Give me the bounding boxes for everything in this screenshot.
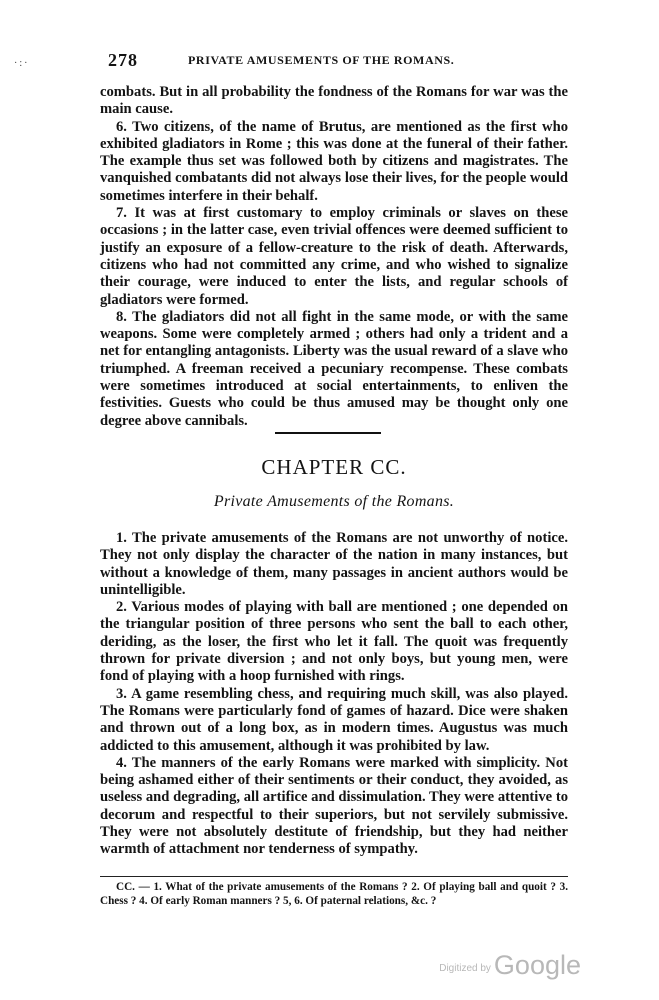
watermark-brand: Google <box>493 950 581 980</box>
scan-specks: ·:· <box>14 58 30 69</box>
footnote <box>100 880 568 908</box>
google-watermark <box>439 950 581 981</box>
section-divider <box>275 432 381 434</box>
paragraph-7: 7. It was at first customary to employ criminals or slaves on these occasions ; in the latter case, even trivial offences were deemed sufficient to justify an exposure of a fellow-creature to the risk of death. Afterwards, citizens who had not committed any crime, and who wished to signalize their courage, were induced to enter the lists, and regular schools of gladiators were formed. <box>100 205 568 308</box>
chapter-title: CHAPTER CC. <box>261 455 407 479</box>
chapter-paragraph-1: 1. The private amusements of the Romans are not unworthy of notice. They not only display the character of the nation in many instances, but without a knowledge of them, many passages in ancient authors would be unintelligible. <box>100 530 568 598</box>
footnote-rule <box>100 876 568 877</box>
chapter-paragraph-2: 2. Various modes of playing with ball are mentioned ; one depended on the triangular position of three persons who sent the ball to each other, deriding, as the loser, the first who let it fall. The quoit was frequently thrown for private diversion ; and not only boys, but young men, were fond of playing with a hoop furnished with rings. <box>100 599 568 685</box>
chapter-subtitle: Private Amusements of the Romans. <box>213 493 455 510</box>
page-header <box>108 50 560 70</box>
paragraph-6: 6. Two citizens, of the name of Brutus, are mentioned as the first who exhibited gladiators in Rome ; this was done at the funeral of their father. The example thus set was followed both by citizens and magistrates. The vanquished combatants did not always lose their lives, for the people would sometimes interfere in their behalf. <box>100 118 568 204</box>
footnote-questions: CC. — 1. What of the private amusements of the Romans ? 2. Of playing ball and quoit ? 3. Chess ? 4. Of early Roman manners ? 5, 6. Of paternal relations, &c. ? <box>100 881 568 907</box>
top-section <box>100 84 568 430</box>
paragraph-continuation: combats. But in all probability the fondness of the Romans for war was the main cause. <box>100 84 568 118</box>
chapter-body <box>100 530 568 859</box>
chapter-paragraph-4: 4. The manners of the early Romans were marked with simplicity. Not being ashamed either of their sentiments or their conduct, they avoided, as useless and degrading, all artifice and dissimulation. They were attentive to decorum and respectful to their superiors, but not servilely submissive. They were not absolutely destitute of friendship, but they had neither warmth of attachment nor tenderness of sympathy. <box>100 754 568 858</box>
watermark-prefix: Digitized by <box>439 963 491 974</box>
running-head: PRIVATE AMUSEMENTS OF THE ROMANS. <box>188 53 455 67</box>
chapter-paragraph-3: 3. A game resembling chess, and requiring much skill, was also played. The Romans were particularly fond of games of hazard. Dice were shaken and thrown out of a long box, as in modern times. Augustus was much addicted to this amusement, although it was prohibited by law. <box>100 685 568 754</box>
page-number: 278 <box>108 50 138 70</box>
paragraph-8: 8. The gladiators did not all fight in the same mode, or with the same weapons. Some were completely armed ; others had only a trident and a net for entangling antagonists. Liberty was the usual reward of a slave who triumphed. A freeman received a pecuniary recompense. These combats were sometimes introduced at social entertainments, to enliven the festivities. Guests who could be thus amused may be thought only one degree above cannibals. <box>100 308 568 429</box>
